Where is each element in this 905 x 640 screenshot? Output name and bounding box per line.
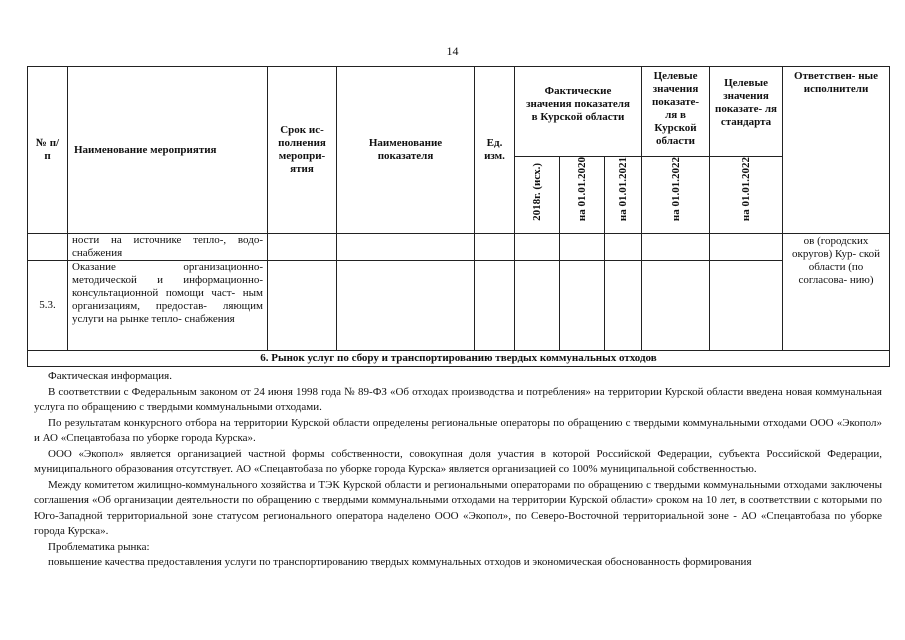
plan-table (27, 66, 890, 367)
body-text (34, 369, 882, 571)
subcol-2020 (560, 157, 605, 234)
col-unit-header: Ед. изм. (475, 67, 515, 234)
paragraph: Фактическая информация. (48, 370, 172, 382)
paragraph: Проблематика рынка: (48, 540, 150, 553)
cont-2020-cell (560, 234, 605, 261)
col-target-standard-header: Целевые значения показате- ля стандарта (710, 67, 783, 157)
row-5-3-num: 5.3. (28, 261, 68, 351)
subcol-2020-label: на 01.01.2020 (576, 157, 588, 222)
row-5-3-2020 (560, 261, 605, 351)
subcol-2018-label: 2018г. (исх.) (531, 163, 543, 222)
subcol-2018 (515, 157, 560, 234)
subcol-std-2022-label: на 01.01.2022 (740, 157, 753, 222)
section-6-title: 6. Рынок услуг по сбору и транспортированию твердых коммунальных отходов (28, 351, 890, 367)
cont-deadline-cell (268, 234, 337, 261)
cont-event-text: ности на источнике тепло-, водо- снабжения (68, 234, 268, 261)
cont-2018-cell (515, 234, 560, 261)
paragraph: Между комитетом жилищно-коммунального хозяйства и ТЭК Курской области и региональными операторами по обращению с твердыми коммунальными отходами заключены соглашения «Об организации деятельности по обращению с твердыми коммунальными отходами на территории Курской области» сроком на 10 лет, в соответствии с которыми по Юго-Западной территориальной зоне статусом регионального оператора наделено ООО «Экопол», по Северо-Восточной территориальной зоне - АО «Спецавтобаза по уборке города Курска». (34, 478, 882, 537)
col-indicator-header: Наименование показателя (337, 67, 475, 234)
cont-indicator-cell (337, 234, 475, 261)
col-num-header: № п/п (28, 67, 68, 234)
subcol-2021-label: на 01.01.2021 (617, 157, 629, 222)
cont-num-cell (28, 234, 68, 261)
subcol-std-2022 (710, 157, 783, 234)
row-5-3-2018 (515, 261, 560, 351)
cont-std-cell (710, 234, 783, 261)
row-5-3-indicator (337, 261, 475, 351)
subcol-2021 (605, 157, 642, 234)
responsible-text: ов (городских округов) Кур- ской области (по согласова- нию) (783, 234, 890, 351)
subcol-2022 (642, 157, 710, 234)
paragraph: повышение качества предоставления услуги по транспортированию твердых коммунальных отходов и экономическая обоснованность формирования (48, 556, 752, 568)
col-actual-header: Фактические значения показателя в Курской области (515, 67, 642, 157)
row-5-3-event-text: Оказание организационно- методической и информационно- консультационной помощи част- ным организациям, предостав- ляющим услуги на рынке тепло- снабжения (68, 261, 268, 351)
row-5-3-unit (475, 261, 515, 351)
cont-2022-cell (642, 234, 710, 261)
row-5-3-deadline (268, 261, 337, 351)
cont-unit-cell (475, 234, 515, 261)
row-5-3-std (710, 261, 783, 351)
cont-2021-cell (605, 234, 642, 261)
col-target-header: Целевые значения показате- ля в Курской области (642, 67, 710, 157)
paragraph: По результатам конкурсного отбора на территории Курской области определены региональные операторы по обращению с твердыми коммунальными отходами ООО «Экопол» и АО «Спецавтобаза по уборке города Курска». (34, 416, 882, 444)
col-event-header: Наименование мероприятия (68, 67, 268, 234)
col-deadline-header: Срок ис- полнения меропри- ятия (268, 67, 337, 234)
col-responsible-header: Ответствен- ные исполнители (783, 67, 890, 234)
row-5-3-2021 (605, 261, 642, 351)
page-number: 14 (446, 44, 459, 58)
row-5-3-2022 (642, 261, 710, 351)
paragraph: В соответствии с Федеральным законом от 24 июня 1998 года № 89-ФЗ «Об отходах производства и потребления» на территории Курской области введена новая коммунальная услуга по обращению с твердыми коммунальными отходами. (34, 385, 882, 413)
paragraph: ООО «Экопол» является организацией частной формы собственности, совокупная доля участия в которой Российской Федерации, субъекта Российской Федерации, муниципального образования отсутствует. АО «Спецавтобаза по уборке города Курска» является организацией со 100% муниципальной собственностью. (34, 447, 882, 475)
subcol-2022-label: на 01.01.2022 (669, 157, 682, 222)
